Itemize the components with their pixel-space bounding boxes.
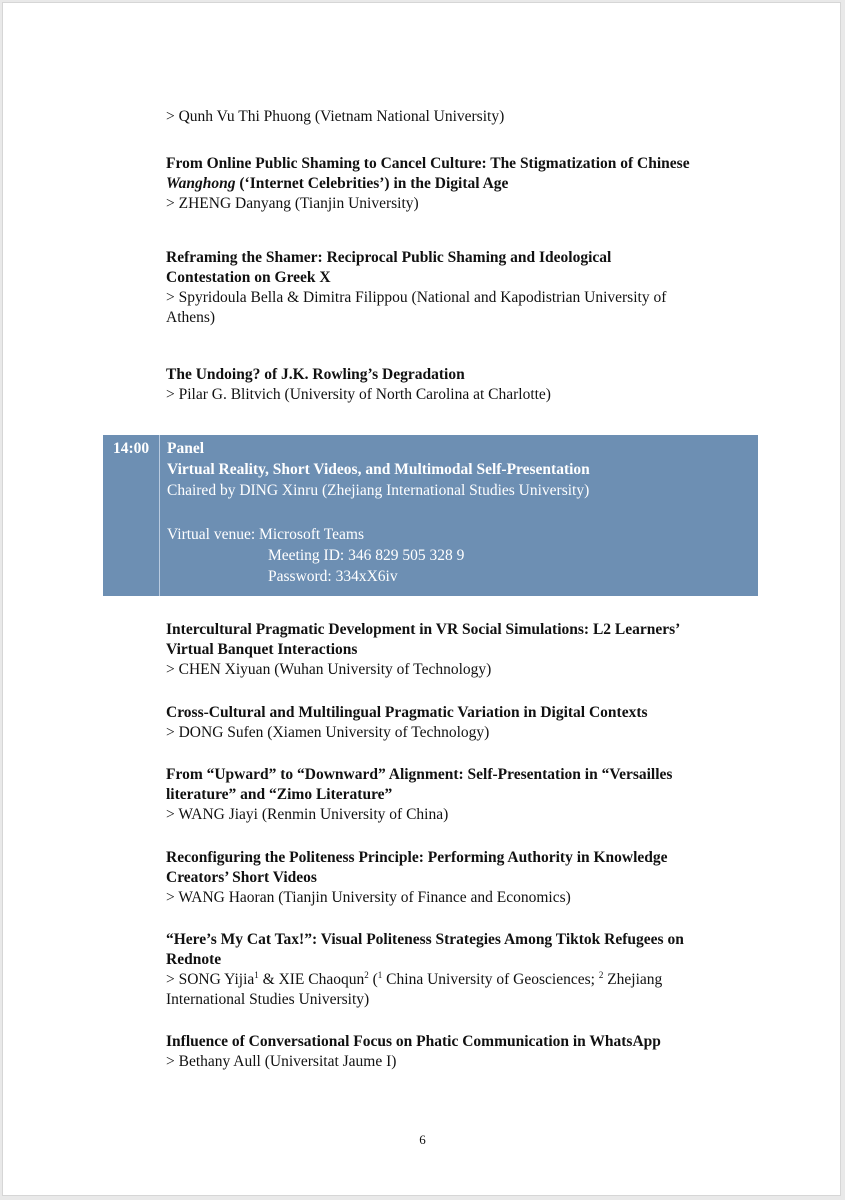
- entry-bella: [166, 248, 766, 328]
- entry-title: Reframing the Shamer: Reciprocal Public Shaming and Ideological Contestation on Greek X: [166, 249, 612, 286]
- entry-qunh: [166, 107, 766, 127]
- talk-title: From “Upward” to “Downward” Alignment: Self-Presentation in “Versailles literature” and “Zimo Literature”: [166, 766, 673, 803]
- entry-title: The Undoing? of J.K. Rowling’s Degradation: [166, 366, 465, 383]
- panel-body: [167, 438, 752, 587]
- entry-author: > Spyridoula Bella & Dimitra Filippou (National and Kapodistrian University of Athens): [166, 289, 667, 326]
- document-page: [2, 2, 841, 1196]
- talk-wang-jiayi: [166, 765, 766, 825]
- talk-title: Influence of Conversational Focus on Phatic Communication in WhatsApp: [166, 1033, 661, 1050]
- entry-author: > ZHENG Danyang (Tianjin University): [166, 195, 419, 212]
- session-time: 14:00: [113, 440, 150, 457]
- talk-title: “Here’s My Cat Tax!”: Visual Politeness Strategies Among Tiktok Refugees on Rednote: [166, 931, 684, 968]
- talk-chen: [166, 620, 766, 680]
- talk-title: Intercultural Pragmatic Development in VR Social Simulations: L2 Learners’ Virtual Banquet Interactions: [166, 621, 681, 658]
- panel-title: Virtual Reality, Short Videos, and Multimodal Self-Presentation: [167, 461, 590, 478]
- entry-blitvich: [166, 365, 766, 405]
- talk-song: [166, 930, 766, 1010]
- page-number: 6: [419, 1132, 426, 1147]
- talk-author: > WANG Jiayi (Renmin University of China): [166, 806, 449, 823]
- panel-type: Panel: [167, 440, 205, 457]
- talk-author: > DONG Sufen (Xiamen University of Technology): [166, 724, 490, 741]
- talk-aull: [166, 1032, 766, 1072]
- talk-author: > WANG Haoran (Tianjin University of Finance and Economics): [166, 889, 571, 906]
- entry-title: From Online Public Shaming to Cancel Culture: The Stigmatization of Chinese Wanghong (‘Internet Celebrities’) in the Digital Age: [166, 155, 690, 192]
- talk-author: > SONG Yijia$^1$ & XIE Chaoqun$^2$ ($^1$ China University of Geosciences; $^2$ Zhejiang International Studies University): [166, 969, 663, 1008]
- talk-title: Cross-Cultural and Multilingual Pragmatic Variation in Digital Contexts: [166, 704, 648, 721]
- divider: [159, 435, 160, 596]
- panel-session-block: [103, 435, 758, 596]
- talk-author: > Bethany Aull (Universitat Jaume I): [166, 1053, 397, 1070]
- entry-author: > Qunh Vu Thi Phuong (Vietnam National University): [166, 108, 505, 125]
- talk-title: Reconfiguring the Politeness Principle: Performing Authority in Knowledge Creators’ Short Videos: [166, 849, 668, 886]
- talk-wang-haoran: [166, 848, 766, 908]
- talk-author: > CHEN Xiyuan (Wuhan University of Technology): [166, 661, 492, 678]
- meeting-password: Password: 334xX6iv: [268, 568, 398, 585]
- entry-zheng: [166, 154, 766, 214]
- panel-chair: Chaired by DING Xinru (Zhejiang International Studies University): [167, 482, 590, 499]
- meeting-id: Meeting ID: 346 829 505 328 9: [268, 547, 465, 564]
- panel-venue: Virtual venue: Microsoft Teams: [167, 526, 364, 543]
- talk-dong: [166, 703, 766, 743]
- entry-author: > Pilar G. Blitvich (University of North Carolina at Charlotte): [166, 386, 551, 403]
